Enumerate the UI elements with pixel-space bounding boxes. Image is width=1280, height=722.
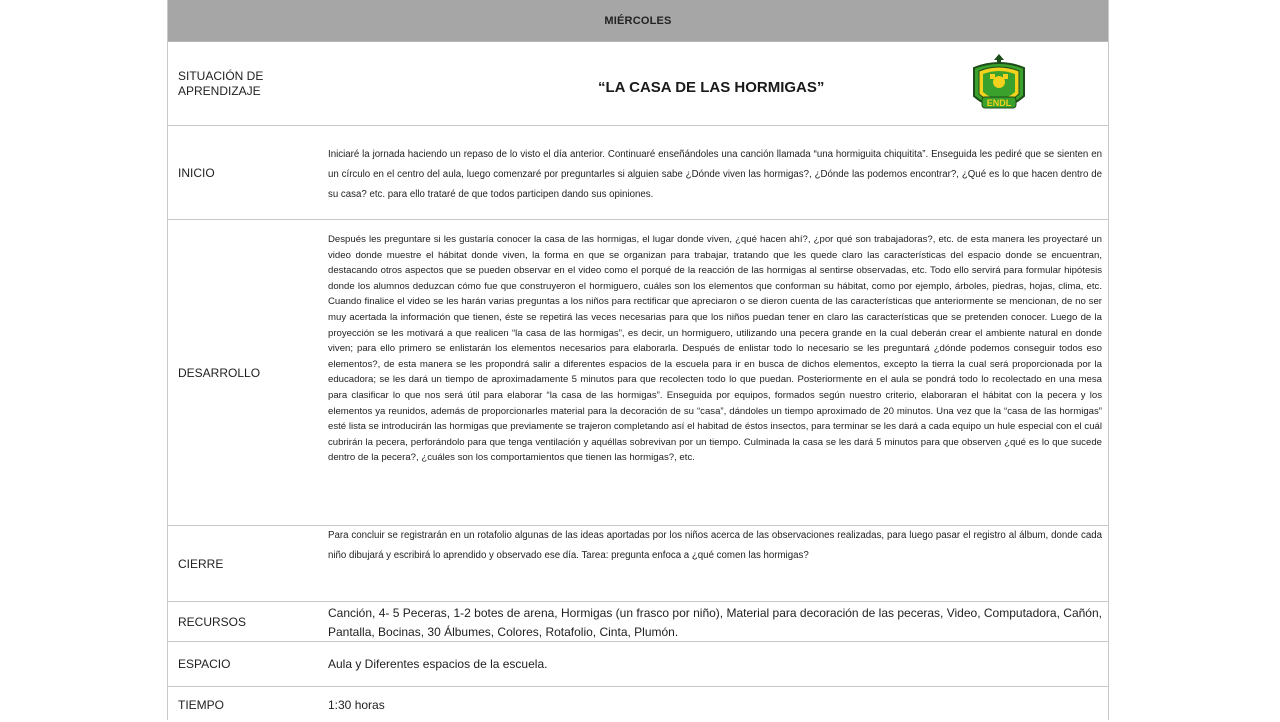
cierre-label: CIERRE xyxy=(178,556,224,571)
day-header-label: MIÉRCOLES xyxy=(604,14,672,27)
espacio-label: ESPACIO xyxy=(178,657,231,671)
tiempo-text: 1:30 horas xyxy=(328,697,385,712)
row-inicio xyxy=(168,126,1108,220)
logo-text: ENDL xyxy=(986,98,1012,108)
espacio-text: Aula y Diferentes espacios de la escuela. xyxy=(328,657,548,671)
recursos-label: RECURSOS xyxy=(178,614,247,629)
situacion-label: SITUACIÓN DE APRENDIZAJE xyxy=(178,68,264,98)
row-situacion xyxy=(168,42,1108,126)
desarrollo-label: DESARROLLO xyxy=(178,365,261,380)
recursos-text: Canción, 4- 5 Peceras, 1-2 botes de arena, Hormigas (un frasco por niño), Material para decoración de las peceras, Video, Computadora, Cañón, Pantalla, Bocinas, 30 Álbumes, Colores, Rotafolio, Cinta, Plumón. xyxy=(328,606,1102,639)
row-tiempo xyxy=(168,687,1108,722)
row-recursos xyxy=(168,602,1108,642)
row-espacio xyxy=(168,642,1108,687)
inicio-text: Iniciaré la jornada haciendo un repaso de lo visto el día anterior. Continuaré enseñándoles una canción llamada “una hormiguita chiquitita”. Enseguida les pediré que se sienten en un círculo en el centro del aula, luego comenzaré por preguntarles si alguien sabe ¿Dónde viven las hormigas?, ¿Dónde las podemos encontrar?, ¿Qué es lo que hacen dentro de su casa? etc. para ello trataré de que todos participen dando sus opiniones. xyxy=(328,149,1102,200)
row-cierre xyxy=(168,526,1108,602)
desarrollo-text: Después les preguntare si les gustaría conocer la casa de las hormigas, el lugar donde viven, ¿qué hacen ahí?, ¿por qué son trabajadoras?, etc. de esta manera les proyectaré un video donde muestre el hábitat donde viven, la forma en que se organizan para trabajar, tratando que les quede claro las características del espacio donde se encuentran, destacando otros aspectos que se pueden observar en el video como el porqué de la reacción de las hormigas al sentirse observadas, etc. Todo ello servirá para formular hipótesis donde los alumnos deduzcan cómo fue que construyeron el hormiguero, cuáles son los elementos que conforman su hábitat, como por ejemplo, árboles, piedras, hojas, clima, etc. Cuando finalice el video se les harán varias preguntas a los niños para rectificar que apreciaron o se dieron cuenta de las características que anteriormente se mencionan, de no ser muy acertada la información que tienen, éste se repetirá las veces necesarias para que los niños puedan tener en claro las características que se pretenden conocer. Luego de la proyección se les motivará a que realicen “la casa de las hormigas”, es decir, un hormiguero, utilizando una pecera grande en la cual deberán crear el ambiente natural en donde viven; para ello primero se enlistarán los elementos necesarios para elaborarla. Después de enlistar todo lo necesario se les preguntará ¿dónde podemos conseguir todos eso elementos?, de esta manera se les propondrá salir a diferentes espacios de la escuela para ir en busca de dichos elementos, excepto la tierra la cual será proporcionada por la educadora; se les dará un tiempo de aproximadamente 5 minutos para que recolecten todo lo que puedan. Posteriormente en el aula se pondrá todo lo recolectado en una mesa para clasificar lo que nos será útil para elaborar “la casa de las hormigas”. Enseguida por equipos, formados según nuestro criterio, elaboraran el hábitat con la pecera y los elementos ya reunidos, además de proporcionarles material para la decoración de su “casa”, dándoles un tiempo aproximado de 20 minutos. Una vez que la “casa de las hormigas” esté lista se introducirán las hormigas que previamente se trajeron completando así el habitad de éstos insectos, para terminar se les dará a cada equipo un hule especial con el cuál cubrirán la pecera, perforándolo para que tenga ventilación y aquéllas sobrevivan por un tiempo. Culminada la casa se les dará 5 minutos para que observen ¿qué es lo que sucede dentro de la pecera?, ¿cuáles son los comportamientos que tienen las hormigas?, etc. xyxy=(328,234,1102,464)
school-logo-icon xyxy=(968,52,1030,118)
lesson-plan-table xyxy=(167,0,1109,720)
day-header xyxy=(168,0,1108,42)
situacion-title: “LA CASA DE LAS HORMIGAS” xyxy=(598,79,825,96)
cierre-text: Para concluir se registrarán en un rotafolio algunas de las ideas aportadas por los niños acerca de las observaciones realizadas, para luego pasar el registro al álbum, donde cada niño dibujará y escribirá lo aprendido y observado ese día. Tarea: pregunta enfoca a ¿qué comen las hormigas? xyxy=(328,530,1102,561)
inicio-label: INICIO xyxy=(178,165,215,180)
tiempo-label: TIEMPO xyxy=(178,697,225,712)
row-desarrollo xyxy=(168,220,1108,526)
